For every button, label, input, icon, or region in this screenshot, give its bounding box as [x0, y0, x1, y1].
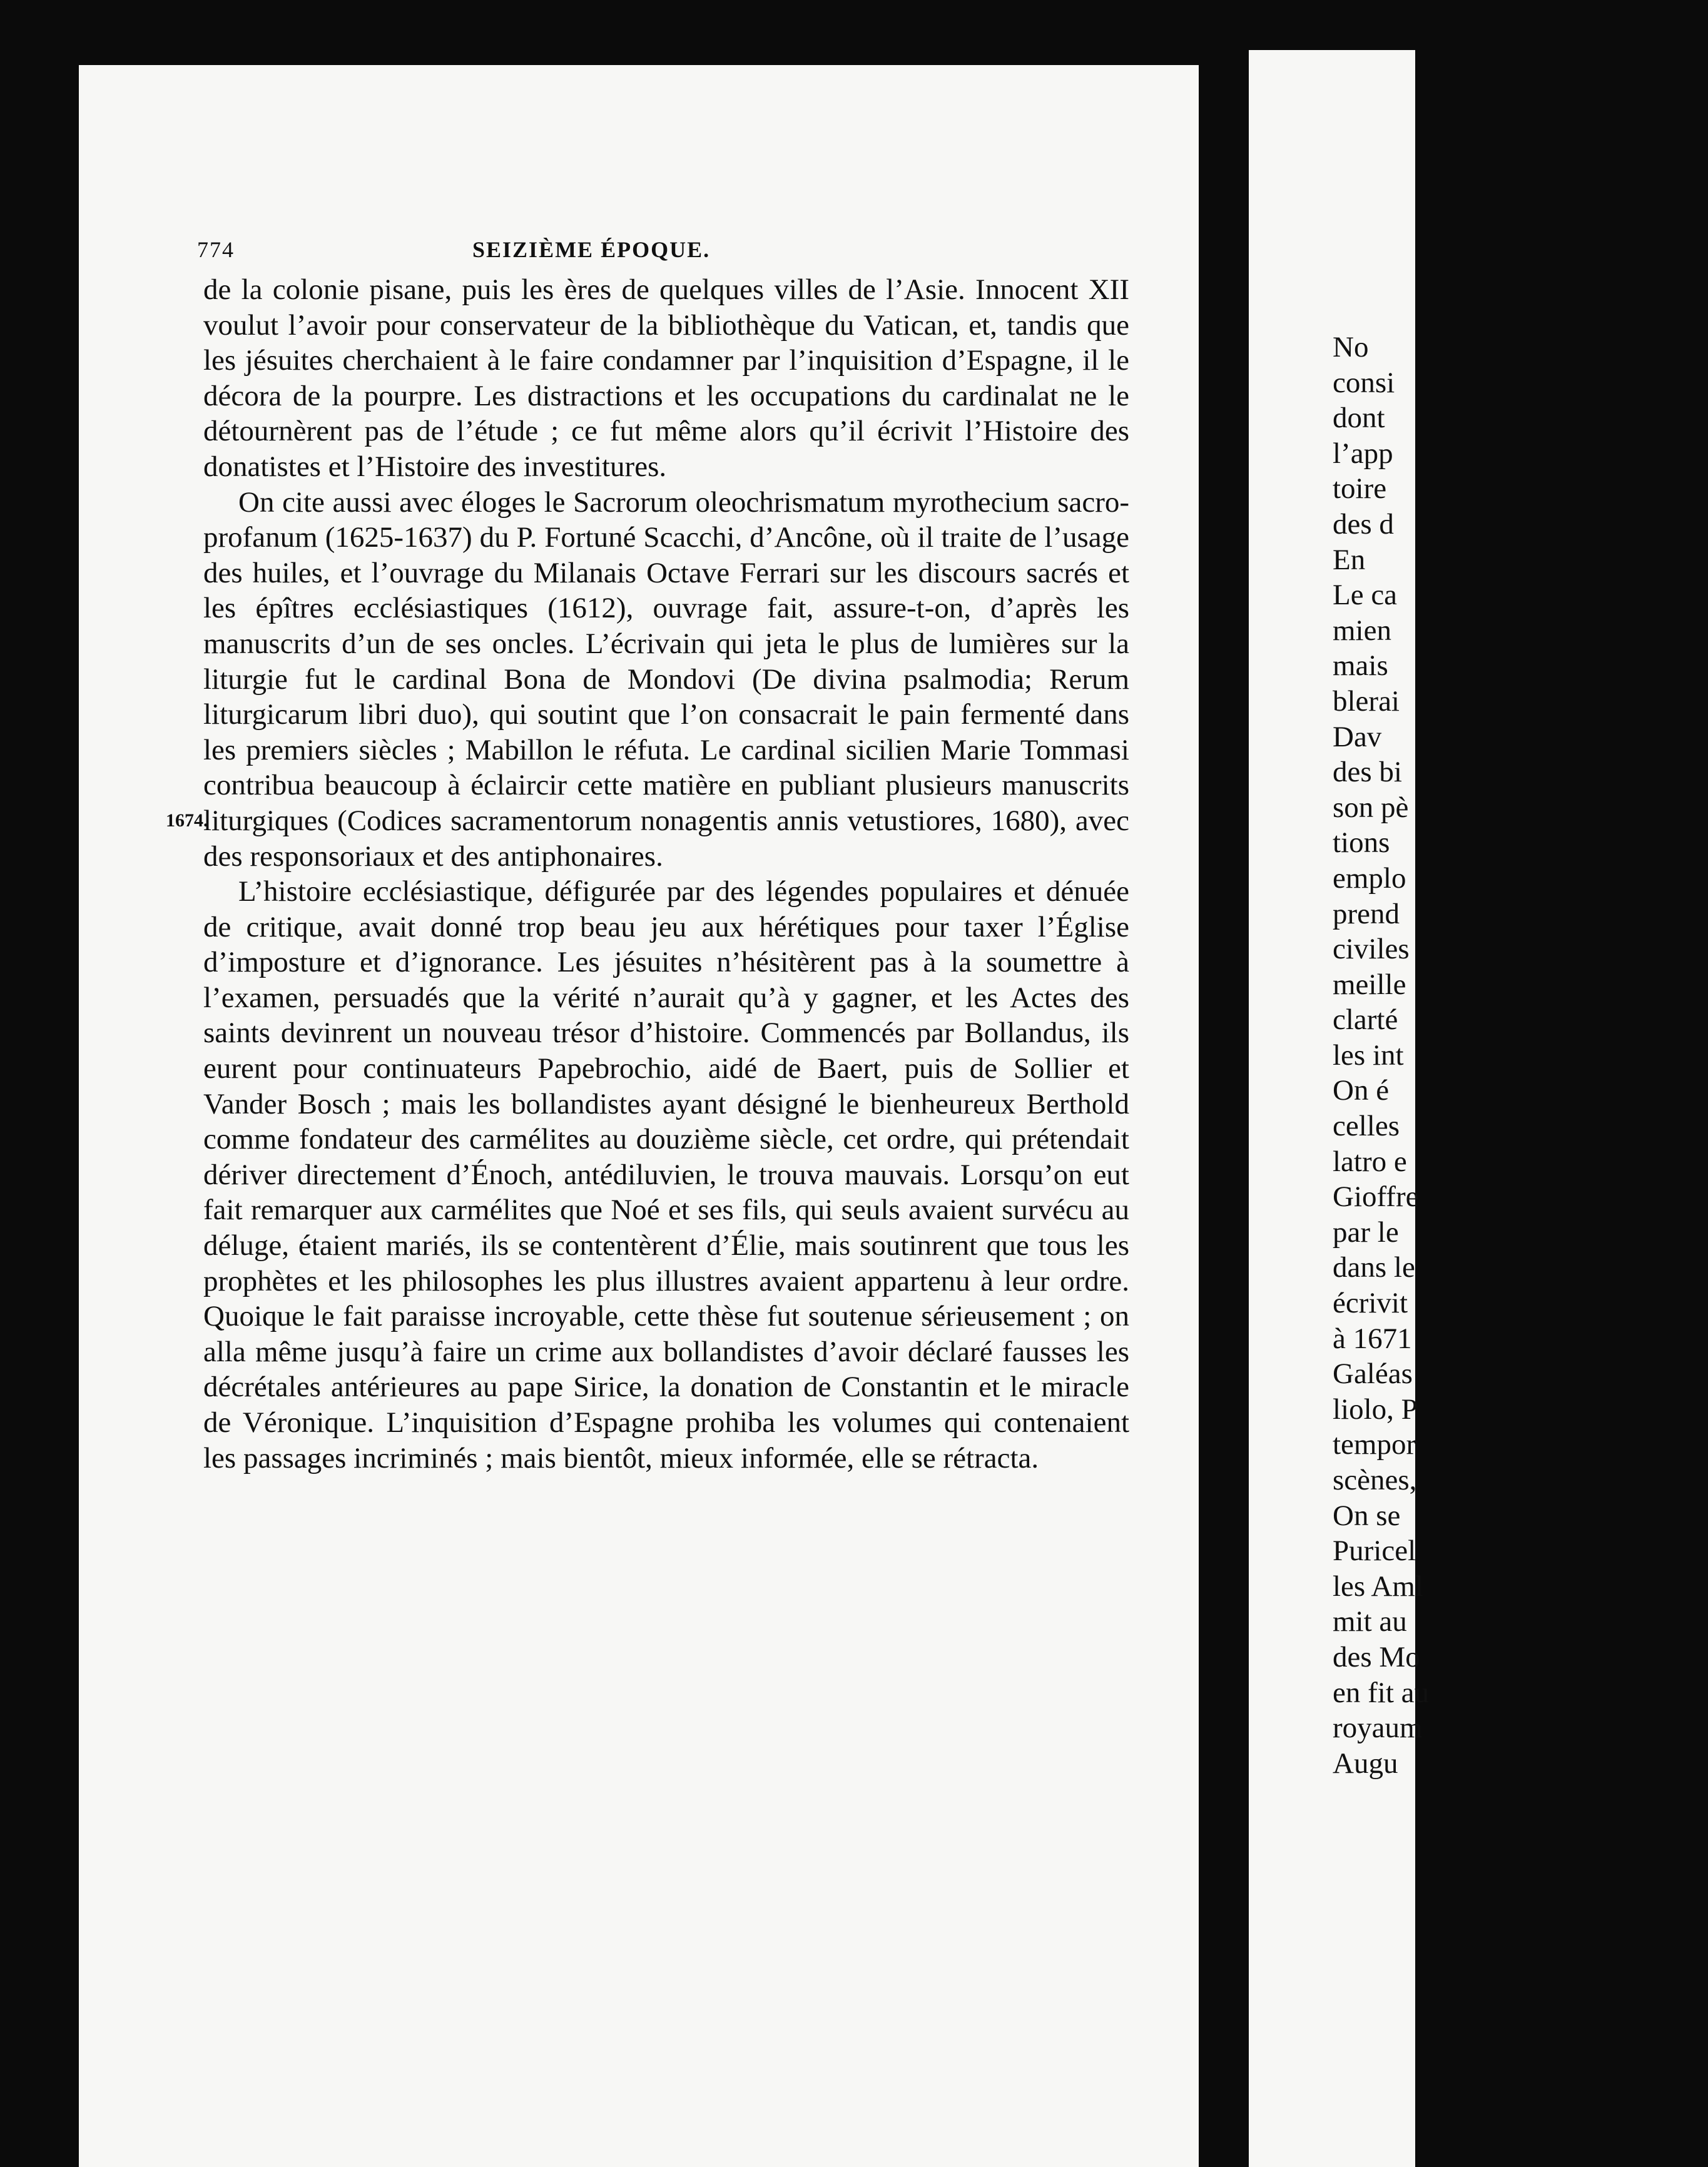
right-page-text — [1333, 330, 1708, 1781]
right-page-line: On se — [1333, 1499, 1401, 1532]
right-page-line: tempor — [1333, 1428, 1416, 1461]
right-page-line: les Aml — [1333, 1570, 1423, 1603]
margin-note: 1674. — [166, 810, 208, 831]
right-page-line: toire — [1333, 472, 1387, 505]
right-page-line: dans le — [1333, 1251, 1415, 1284]
body-text — [203, 272, 1129, 1476]
right-page-line: consi — [1333, 366, 1395, 399]
right-page-line: mit au — [1333, 1605, 1407, 1638]
right-page-line: En — [1333, 543, 1366, 576]
right-page-line: celles — [1333, 1110, 1400, 1143]
right-page-line: à 1671 — [1333, 1322, 1412, 1355]
right-page-line: par le — [1333, 1215, 1399, 1249]
right-page-line: son pè — [1333, 791, 1409, 824]
right-page-line: Puricel — [1333, 1535, 1416, 1568]
paragraph: On cite aussi avec éloges le Sacrorum oleochrismatum myrothecium sacro-profanum (1625-1637) du P. Fortuné Scacchi, d’Ancône, où il traite de l’usage des huiles, et l’ouvrage du Milanais Octave Ferrari sur les discours sacrés et les épîtres ecclésiastiques (1612), ouvrage fait, assure-t-on, d’après les manuscrits d’un de ses oncles. L’écrivain qui jeta le plus de lumières sur la liturgie fut le cardinal Bona de Mondovi (De divina psalmodia; Rerum liturgicarum libri duo), qui soutint que l’on consacrait le pain fermenté dans les premiers siècles ; Mabillon le réfuta. Le cardinal sicilien Marie Tommasi contribua beaucoup à éclaircir cette matière en publiant plusieurs manuscrits liturgiques (Codices sacramentorum nonagentis annis vetustiores, 1680), avec des responsoriaux et des antiphonaires. — [203, 485, 1129, 873]
right-page-line: en fit au — [1333, 1676, 1429, 1709]
right-page-line: Le ca — [1333, 579, 1398, 612]
right-page-line: emplo — [1333, 861, 1406, 895]
right-page-line: l’app — [1333, 437, 1393, 470]
right-page-line: des bi — [1333, 756, 1402, 789]
right-page-line: royaum — [1333, 1712, 1423, 1745]
right-page-line: mien — [1333, 614, 1391, 647]
right-page-line: tions — [1333, 826, 1390, 860]
right-page-line: des d — [1333, 507, 1394, 540]
running-title: SEIZIÈME ÉPOQUE. — [472, 237, 711, 262]
paragraph: L’histoire ecclésiastique, défigurée par des légendes populaires et dénuée de critique, avait donné trop beau jeu aux hérétiques pour taxer l’Église d’imposture et d’ignorance. Les jésuites n’hésitèrent pas à la soumettre à l’examen, persuadés que la vérité n’aurait qu’à y gagner, et les Actes des saints devinrent un nouveau trésor d’histoire. Commencés par Bollandus, ils eurent pour continuateurs Papebrochio, aidé de Baert, puis de Sollier et Vander Bosch ; mais les bollandistes ayant désigné le bienheureux Berthold comme fondateur des carmélites au douzième siècle, cet ordre, qui prétendait dériver directement d’Énoch, antédiluvien, le trouva mauvais. Lorsqu’on eut fait remarquer aux carmélites que Noé et ses fils, qui seuls avaient survécu au déluge, étaient mariés, ils se contentèrent d’Élie, mais soutinrent que tous les prophètes et les philosophes les plus illustres avaient appartenu à leur ordre. Quoique le fait paraisse incroyable, cette thèse fut soutenue sérieusement ; on alla même jusqu’à faire un crime aux bollandistes d’avoir déclaré fausses les décrétales antérieures au pape Sirice, la donation de Constantin et le miracle de Véronique. L’inquisition d’Espagne prohiba les volumes qui contenaient les passages incriminés ; mais bientôt, mieux informée, elle se rétracta. — [203, 875, 1129, 1474]
right-page-line: Gioffre — [1333, 1180, 1419, 1214]
right-page-line: civiles — [1333, 933, 1410, 966]
right-page-line: meille — [1333, 968, 1406, 1001]
right-page-line: dont — [1333, 402, 1385, 435]
right-page-line: Galéas — [1333, 1358, 1413, 1391]
page-number: 774 — [197, 237, 235, 262]
right-page-line: liolo, P — [1333, 1393, 1418, 1426]
right-page-line: écrivit — [1333, 1287, 1408, 1320]
right-page-line: On é — [1333, 1074, 1390, 1107]
right-page-line: les int — [1333, 1038, 1404, 1072]
right-page-line: des Mo — [1333, 1640, 1420, 1673]
right-page-line: blerai — [1333, 684, 1400, 718]
right-page-line: latro e — [1333, 1145, 1407, 1178]
right-page-line: clarté — [1333, 1003, 1398, 1037]
right-page-line: mais — [1333, 649, 1388, 683]
right-page-line: Augu — [1333, 1747, 1398, 1780]
right-page-line: No — [1333, 331, 1369, 363]
right-page-line: scènes, — [1333, 1464, 1417, 1496]
right-page — [1249, 50, 1429, 2167]
page-header — [197, 236, 1129, 274]
paragraph: de la colonie pisane, puis les ères de quelques villes de l’Asie. Innocent XII voulut l’avoir pour conservateur de la bibliothèque du Vatican, et, tandis que les jésuites cherchaient à le faire condamner par l’inquisition d’Espagne, il le décora de la pourpre. Les distractions et les occupations du cardinalat ne le détournèrent pas de l’étude ; ce fut même alors qu’il écrivit l’Histoire des donatistes et l’Histoire des investitures. — [203, 273, 1129, 483]
right-page-line: prend — [1333, 897, 1400, 930]
right-page-line: Dav — [1333, 720, 1382, 753]
